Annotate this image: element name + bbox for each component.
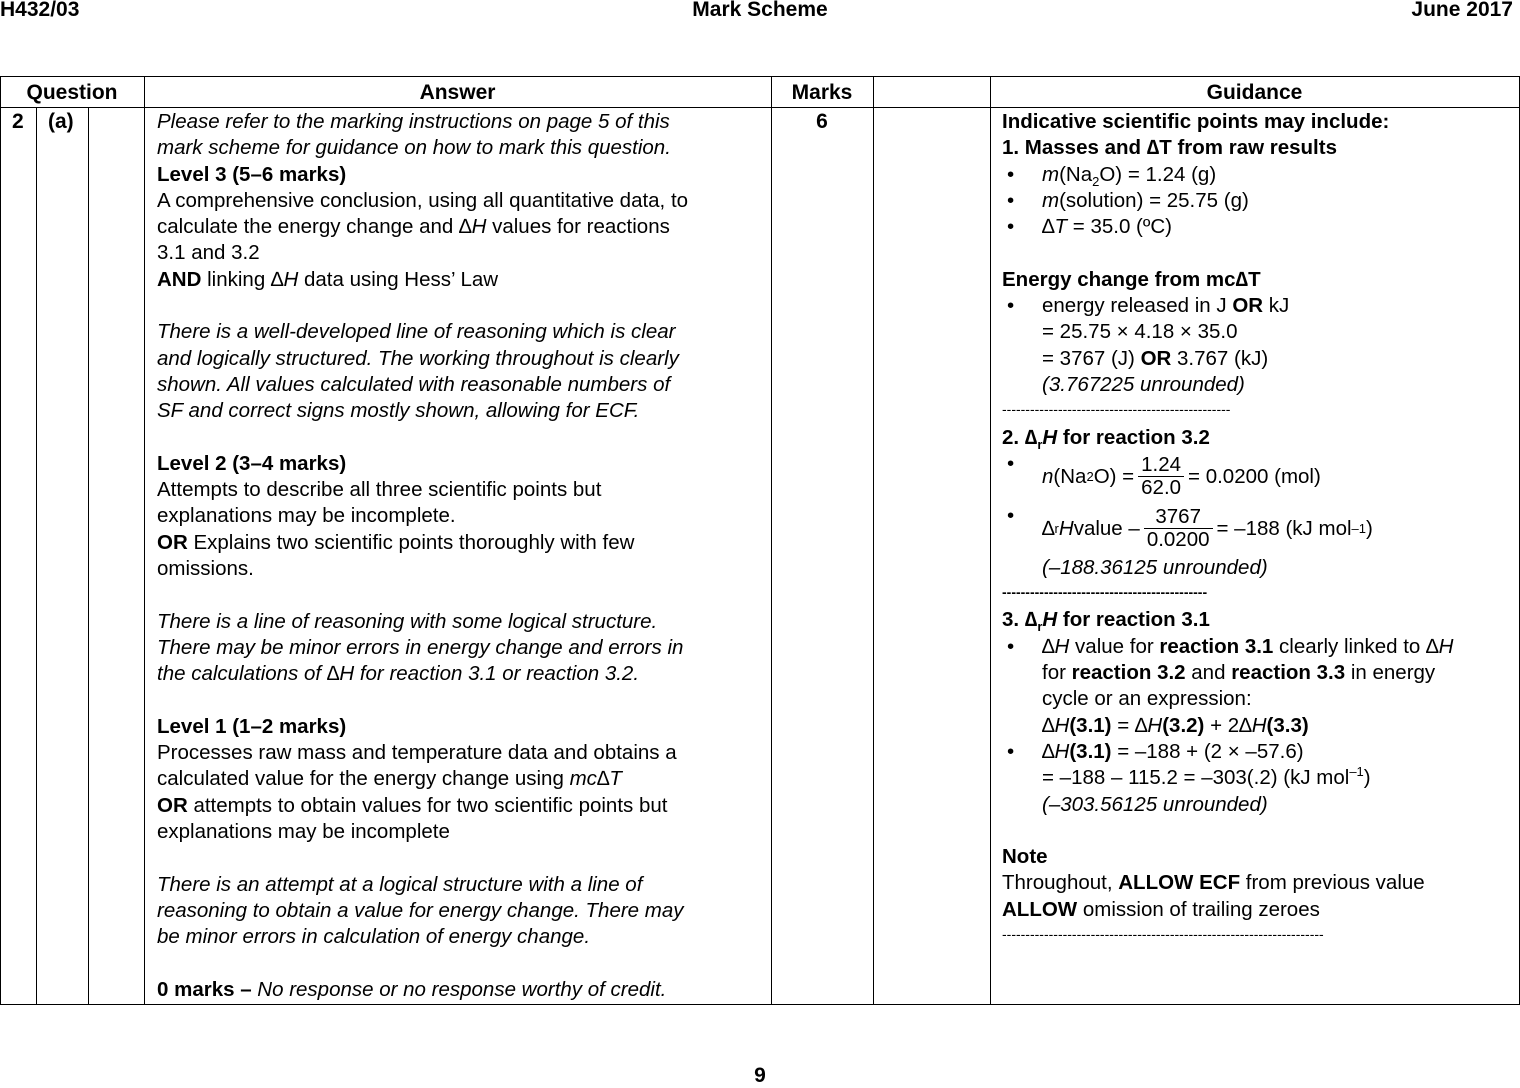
reasoning-line: and logically structured. The working throughout is clearly [157,346,679,370]
col-divider [36,107,37,1005]
reasoning-line: There is a line of reasoning with some logical structure. [157,609,658,633]
reasoning-line: shown. All values calculated with reasonable numbers of [157,372,671,396]
guidance-heading: Indicative scientific points may include: [1002,110,1390,133]
separator: -------------------------------------------- [1002,584,1208,601]
col-divider [144,76,145,1005]
guidance-line: (–188.36125 unrounded) [1042,555,1268,579]
point-3-heading: 3. $\Delta_rH$ for reaction 3.1 [1002,608,1210,635]
answer-line: Attempts to describe all three scientific points but [157,478,602,502]
level-0-line: 0 marks – No response or no response worthy of credit. [157,977,667,1001]
col-divider [990,76,991,1005]
guidance-bullet: • n (Na 2 O) = $\frac{1.24}{62.0}$ = 0.0200 (mol) [1002,451,1512,503]
table-border-top [0,76,1520,77]
guidance-line: ∆H(3.1) = ∆H(3.2) + 2∆H(3.3) [1042,713,1309,737]
document-title: Mark Scheme [692,0,828,21]
separator: ------------------------------------------------- [1002,401,1231,418]
reasoning-line: the calculations of ∆H for reaction 3.1 or reaction 3.2. [157,662,640,686]
answer-line: OR attempts to obtain values for two scientific points but [157,793,668,817]
intro-line: Please refer to the marking instructions on page 5 of this [157,110,670,133]
guidance-cell [1002,109,1512,949]
note-line: ALLOW omission of trailing zeroes [1002,897,1320,921]
guidance-line: (–303.56125 unrounded) [1042,792,1268,816]
column-header-answer: Answer [419,81,496,104]
answer-line: 3.1 and 3.2 [157,241,260,265]
question-part: (a) [48,110,74,133]
guidance-line: = 3767 (J) OR 3.767 (kJ) [1042,346,1269,370]
col-divider [0,76,1,1005]
col-divider [873,76,874,1005]
energy-change-heading: Energy change from mc∆T [1002,267,1261,291]
answer-line: OR Explains two scientific points thoroughly with few [157,530,635,554]
question-number: 2 [12,110,24,133]
reasoning-line: There is an attempt at a logical structure with a line of [157,872,643,896]
col-divider [771,76,772,1005]
guidance-bullet: • m(solution) = 25.75 (g) [1002,188,1512,214]
column-header-marks: Marks [791,81,853,104]
page-number: 9 [754,1064,766,1087]
guidance-line: = –188 – 115.2 = –303(.2) (kJ mol$^{-1}$) [1042,764,1371,790]
column-header-question: Question [26,81,118,104]
reasoning-line: There is a well-developed line of reasoning which is clear [157,320,676,344]
guidance-line: (3.767225 unrounded) [1042,372,1245,396]
separator: --------------------------------------------------------------------- [1002,926,1324,943]
point-2-heading: 2. $\Delta_rH$ for reaction 3.2 [1002,425,1210,452]
answer-line: A comprehensive conclusion, using all quantitative data, to [157,188,689,212]
reasoning-line: reasoning to obtain a value for energy change. There may [157,898,684,922]
answer-cell [157,109,762,1003]
guidance-line: for reaction 3.2 and reaction 3.3 in energy [1042,661,1436,685]
fraction: $\frac{1.24}{62.0}$ [1138,454,1184,499]
guidance-bullet: • energy released in J OR kJ [1002,293,1512,319]
note-line: Throughout, ALLOW ECF from previous value [1002,871,1425,895]
level-1-heading: Level 1 (1–2 marks) [157,714,347,738]
guidance-bullet: • ∆T = 35.0 (ºC) [1002,214,1512,240]
guidance-bullet: • ∆H(3.1) = –188 + (2 × –57.6) [1002,739,1512,765]
answer-line: calculated value for the energy change using mc∆T [157,767,622,791]
level-3-heading: Level 3 (5–6 marks) [157,162,347,186]
guidance-bullet: • ∆H value for reaction 3.1 clearly linked to ∆H [1002,634,1512,660]
reasoning-line: be minor errors in calculation of energy change. [157,925,591,949]
answer-line: Processes raw mass and temperature data and obtains a [157,741,677,765]
exam-date: June 2017 [1411,0,1513,21]
note-heading: Note [1002,845,1048,869]
col-divider [88,107,89,1005]
answer-line: explanations may be incomplete [157,820,450,844]
table-border-bottom [0,1004,1520,1005]
guidance-bullet: • ∆ r H value – $\frac{3767}{0.0200}$ = –188 (kJ mol –1 ) [1002,503,1512,555]
level-2-heading: Level 2 (3–4 marks) [157,451,347,475]
answer-line: AND linking ∆H data using Hess’ Law [157,267,499,291]
answer-line: calculate the energy change and ∆H values for reactions [157,215,670,239]
point-1-heading: 1. Masses and ∆T from raw results [1002,136,1337,160]
guidance-line: cycle or an expression: [1042,687,1252,711]
header-row-divider [0,107,1520,108]
reasoning-line: SF and correct signs mostly shown, allowing for ECF. [157,399,640,423]
guidance-line: = 25.75 × 4.18 × 35.0 [1042,320,1238,344]
reasoning-line: There may be minor errors in energy change and errors in [157,635,684,659]
paper-code: H432/03 [0,0,80,21]
answer-line: omissions. [157,557,254,581]
intro-line: mark scheme for guidance on how to mark this question. [157,136,671,160]
column-header-guidance: Guidance [1206,81,1303,104]
marks-value: 6 [816,110,828,133]
fraction: $\frac{3767}{0.0200}$ [1144,506,1213,551]
answer-line: explanations may be incomplete. [157,504,456,528]
guidance-bullet: • $m(Na_2O) = 1.24$ (g) [1002,162,1512,188]
